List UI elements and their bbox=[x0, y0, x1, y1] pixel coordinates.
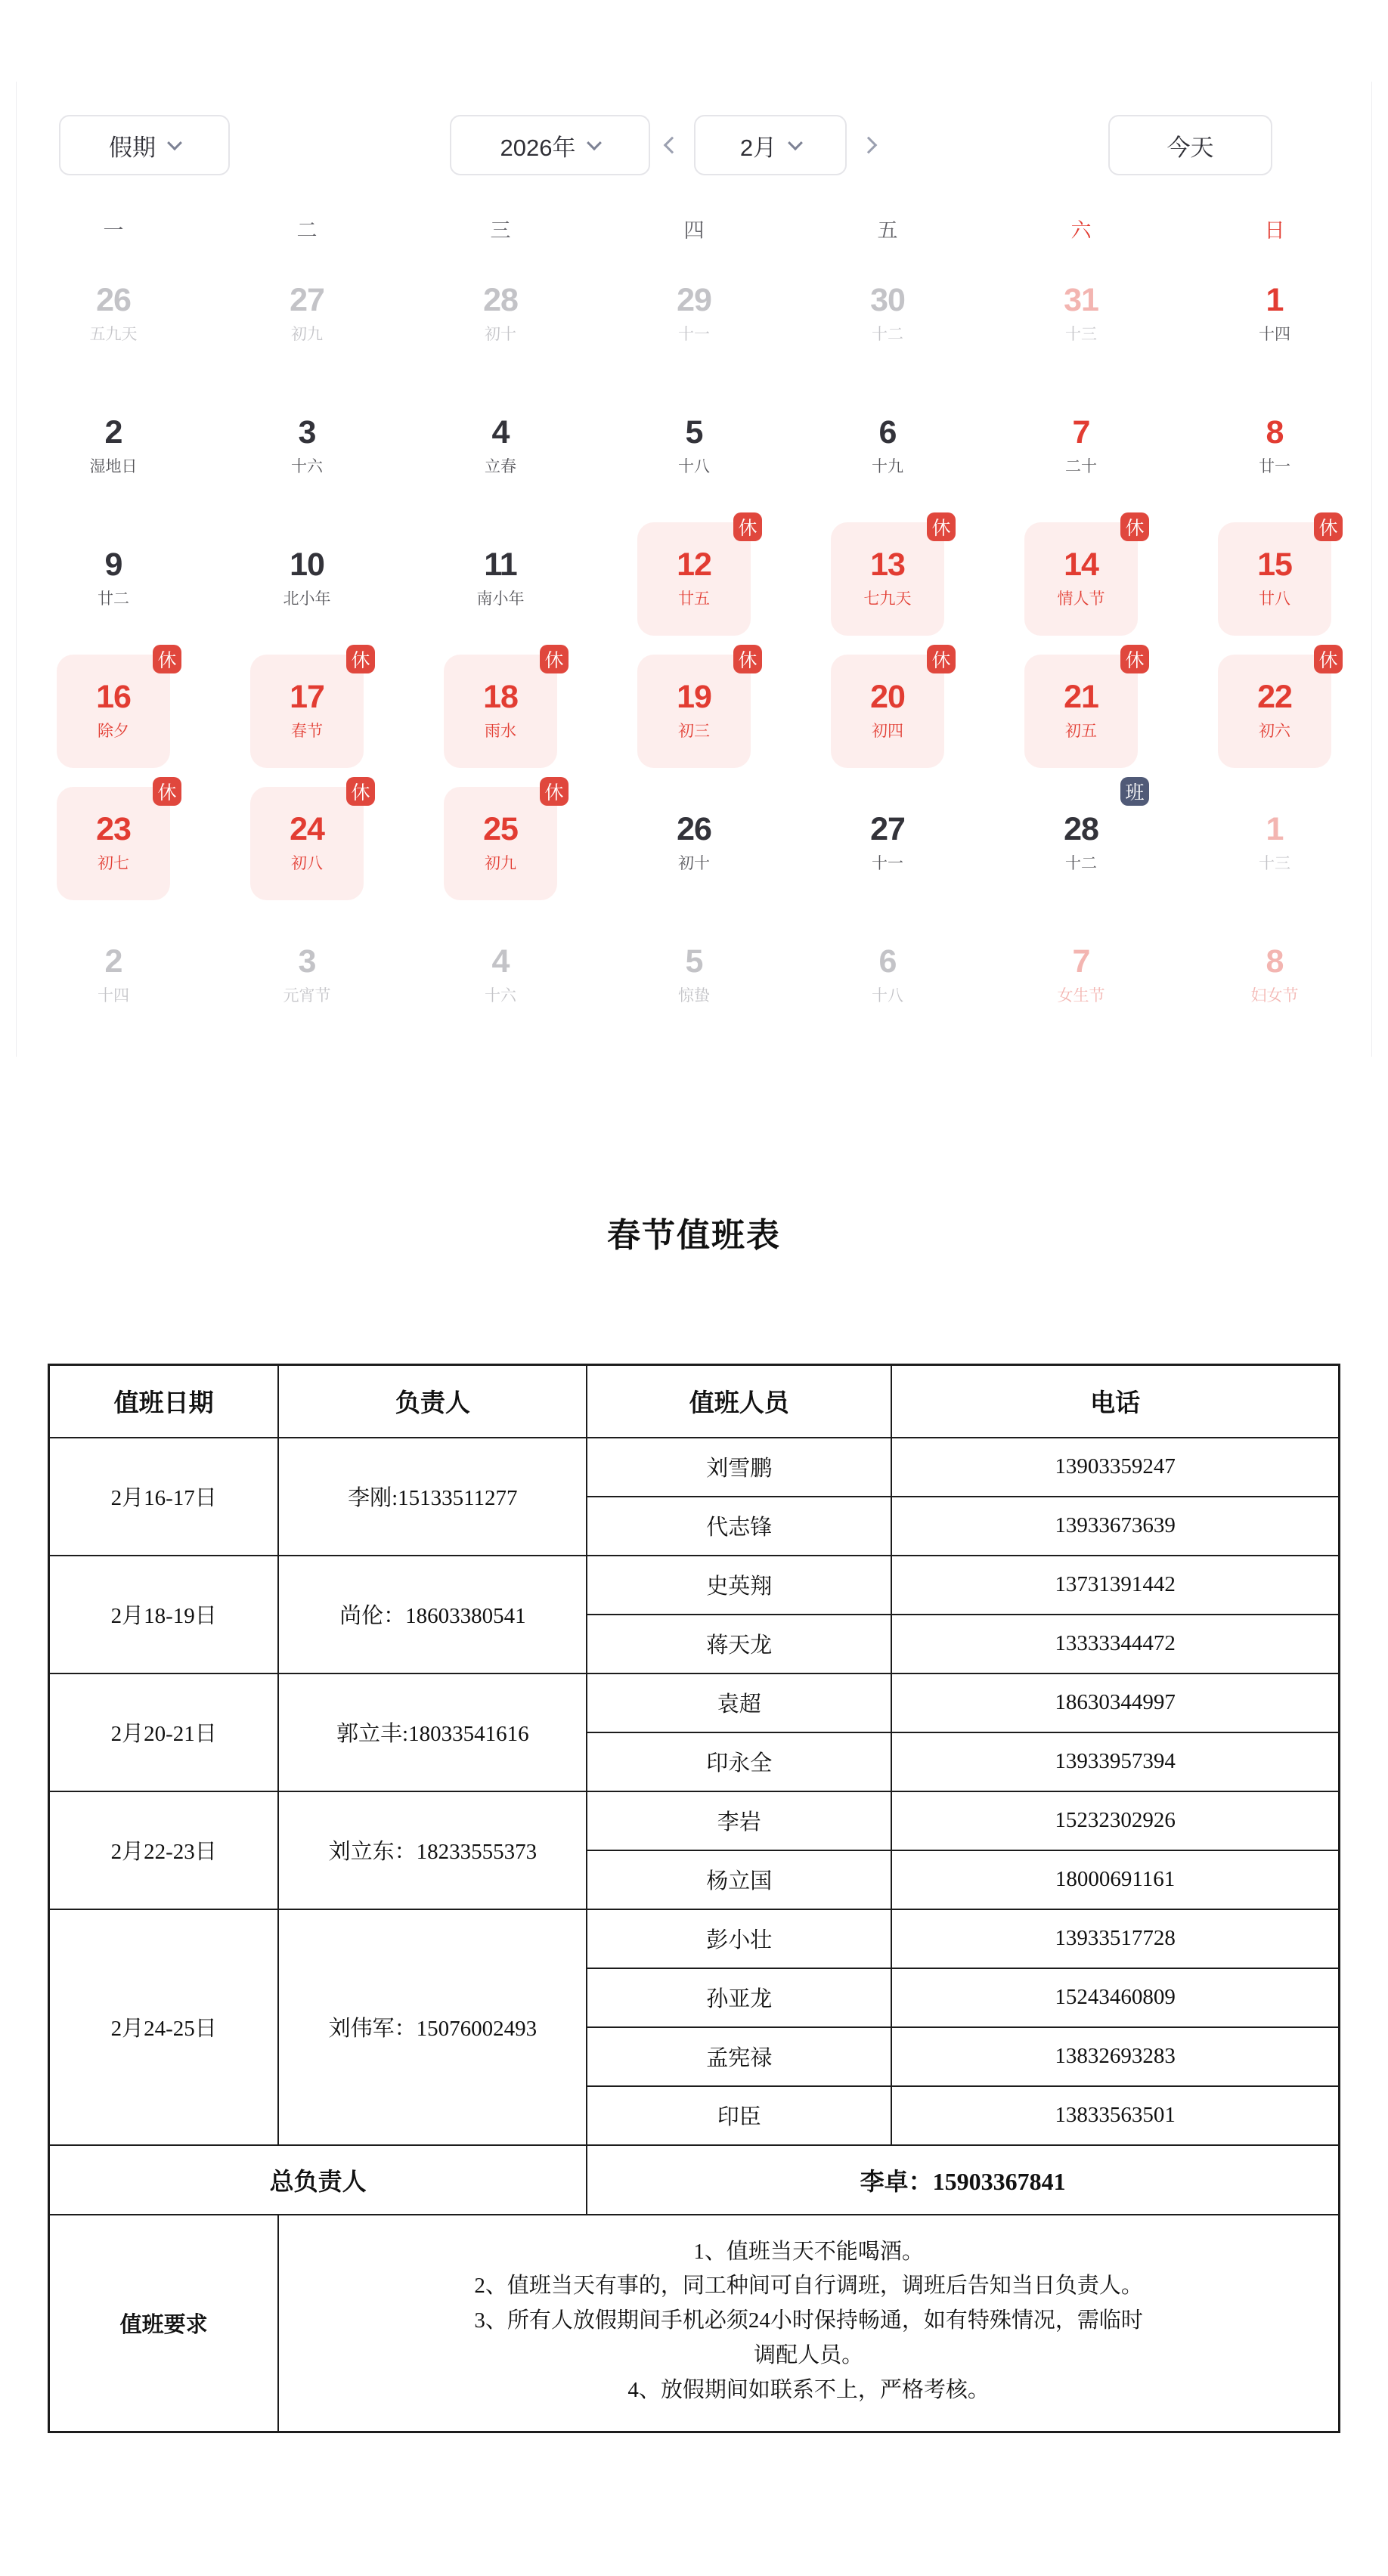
calendar-day[interactable] bbox=[791, 777, 984, 909]
rest-badge: 休 bbox=[346, 645, 375, 673]
day-label: 十一 bbox=[678, 326, 710, 344]
staff-name-cell: 李岩 bbox=[587, 1791, 891, 1850]
day-label: 初九 bbox=[485, 855, 516, 873]
roster-title: 春节值班表 bbox=[607, 1217, 781, 1254]
day-box bbox=[1024, 919, 1138, 1033]
calendar-day[interactable] bbox=[404, 645, 597, 777]
calendar-day[interactable] bbox=[210, 512, 404, 645]
day-label: 初五 bbox=[1065, 723, 1097, 741]
staff-name-cell: 代志锋 bbox=[587, 1497, 891, 1556]
day-box bbox=[831, 919, 944, 1033]
calendar-day[interactable] bbox=[1178, 777, 1371, 909]
day-number: 24 bbox=[290, 810, 324, 847]
day-box bbox=[637, 919, 751, 1033]
day-number: 15 bbox=[1257, 546, 1292, 583]
day-label: 十二 bbox=[872, 326, 903, 344]
day-box bbox=[637, 258, 751, 371]
chevron-left-icon bbox=[664, 137, 681, 154]
rest-badge: 休 bbox=[733, 645, 762, 673]
month-value: 2月 bbox=[739, 134, 777, 161]
staff-name-cell: 印臣 bbox=[587, 2086, 891, 2145]
day-label: 初四 bbox=[872, 723, 903, 741]
day-label: 惊蛰 bbox=[678, 987, 710, 1005]
day-label: 二十 bbox=[1065, 458, 1097, 476]
calendar-toolbar bbox=[17, 115, 1371, 175]
calendar-day[interactable] bbox=[597, 512, 791, 645]
day-box bbox=[57, 522, 170, 636]
day-number: 23 bbox=[96, 810, 131, 847]
duty-roster-table bbox=[48, 1364, 1340, 2433]
rest-badge: 休 bbox=[927, 645, 956, 673]
calendar-day[interactable] bbox=[210, 909, 404, 1042]
staff-name-cell: 杨立国 bbox=[587, 1850, 891, 1909]
roster-header-cell: 电话 bbox=[891, 1365, 1339, 1438]
staff-phone-cell: 13933673639 bbox=[891, 1497, 1339, 1556]
day-label: 雨水 bbox=[485, 723, 516, 741]
day-box bbox=[250, 919, 364, 1033]
day-box bbox=[57, 919, 170, 1033]
day-box bbox=[1218, 390, 1331, 503]
day-label: 除夕 bbox=[98, 723, 129, 741]
rest-badge: 休 bbox=[153, 777, 181, 806]
day-number: 25 bbox=[483, 810, 518, 847]
requirement-line: 4、放假期间如联系不上，严格考核。 bbox=[627, 2377, 990, 2402]
day-box bbox=[831, 258, 944, 371]
chevron-right-icon bbox=[860, 137, 878, 154]
calendar-day[interactable] bbox=[210, 248, 404, 380]
staff-phone-cell: 13933517728 bbox=[891, 1909, 1339, 1968]
calendar-day[interactable] bbox=[984, 777, 1178, 909]
day-number: 2 bbox=[104, 413, 122, 450]
calendar-day[interactable] bbox=[984, 645, 1178, 777]
day-number: 18 bbox=[483, 678, 518, 715]
day-box bbox=[57, 390, 170, 503]
day-box bbox=[444, 258, 557, 371]
calendar-day[interactable] bbox=[984, 512, 1178, 645]
day-number: 6 bbox=[878, 943, 897, 980]
day-box bbox=[1218, 919, 1331, 1033]
holiday-filter-dropdown[interactable] bbox=[59, 115, 230, 175]
staff-phone-cell: 13333344472 bbox=[891, 1615, 1339, 1673]
overall-leader-value: 李卓：15903367841 bbox=[587, 2145, 1339, 2215]
weekday-header-row bbox=[17, 209, 1371, 248]
calendar-day[interactable] bbox=[404, 909, 597, 1042]
day-label: 初六 bbox=[1259, 723, 1290, 741]
staff-phone-cell: 15243460809 bbox=[891, 1968, 1339, 2027]
calendar-day[interactable] bbox=[984, 380, 1178, 512]
staff-name-cell: 袁超 bbox=[587, 1673, 891, 1732]
day-number: 19 bbox=[677, 678, 711, 715]
day-box bbox=[1024, 517, 1145, 636]
calendar-day[interactable] bbox=[1178, 645, 1371, 777]
day-label: 女生节 bbox=[1057, 987, 1105, 1005]
day-label: 十二 bbox=[1065, 855, 1097, 873]
calendar-day[interactable] bbox=[791, 512, 984, 645]
duty-date-cell: 2月24-25日 bbox=[49, 1909, 279, 2145]
day-number: 11 bbox=[484, 546, 517, 583]
staff-name-cell: 孟宪禄 bbox=[587, 2027, 891, 2086]
day-number: 5 bbox=[685, 943, 703, 980]
day-number: 3 bbox=[298, 413, 316, 450]
day-box bbox=[637, 787, 751, 900]
day-number: 28 bbox=[483, 281, 518, 318]
day-box bbox=[637, 649, 758, 768]
day-number: 30 bbox=[870, 281, 905, 318]
roster-header-cell: 值班人员 bbox=[587, 1365, 891, 1438]
day-number: 27 bbox=[290, 281, 324, 318]
staff-phone-cell: 18000691161 bbox=[891, 1850, 1339, 1909]
year-select[interactable] bbox=[450, 115, 650, 175]
requirement-line: 调配人员。 bbox=[754, 2342, 864, 2367]
roster-staff-row bbox=[49, 1791, 1340, 1850]
day-box bbox=[444, 919, 557, 1033]
roster-header-cell: 值班日期 bbox=[49, 1365, 279, 1438]
rest-badge: 休 bbox=[927, 512, 956, 541]
day-number: 28 bbox=[1064, 810, 1098, 847]
requirement-line: 1、值班当天不能喝酒。 bbox=[693, 2239, 924, 2264]
day-label: 廿五 bbox=[678, 590, 710, 608]
rest-badge: 休 bbox=[733, 512, 762, 541]
day-label: 南小年 bbox=[476, 590, 525, 608]
prev-month-button[interactable] bbox=[650, 115, 694, 175]
day-label: 廿二 bbox=[98, 590, 129, 608]
day-box bbox=[250, 522, 364, 636]
day-number: 9 bbox=[104, 546, 122, 583]
calendar-day[interactable] bbox=[210, 645, 404, 777]
today-label: 今天 bbox=[1166, 134, 1214, 161]
day-label: 七九天 bbox=[863, 590, 912, 608]
day-label: 廿一 bbox=[1259, 458, 1290, 476]
calendar-day[interactable] bbox=[404, 512, 597, 645]
overall-leader-row bbox=[49, 2145, 1340, 2215]
day-label: 十八 bbox=[872, 987, 903, 1005]
staff-name-cell: 孙亚龙 bbox=[587, 1968, 891, 2027]
leader-cell: 李刚:15133511277 bbox=[278, 1438, 587, 1556]
chevron-down-icon bbox=[788, 135, 803, 150]
day-number: 1 bbox=[1266, 810, 1284, 847]
day-box bbox=[1024, 782, 1145, 900]
day-number: 7 bbox=[1072, 413, 1090, 450]
duty-date-cell: 2月22-23日 bbox=[49, 1791, 279, 1909]
day-label: 十三 bbox=[1259, 855, 1290, 873]
staff-phone-cell: 13731391442 bbox=[891, 1556, 1339, 1615]
calendar-day[interactable] bbox=[597, 248, 791, 380]
rest-badge: 休 bbox=[540, 777, 569, 806]
day-label: 初七 bbox=[98, 855, 129, 873]
day-box bbox=[637, 517, 758, 636]
staff-name-cell: 刘雪鹏 bbox=[587, 1438, 891, 1497]
staff-name-cell: 蒋天龙 bbox=[587, 1615, 891, 1673]
calendar-day[interactable] bbox=[984, 248, 1178, 380]
weekday-label: 六 bbox=[1070, 218, 1092, 242]
calendar-day[interactable] bbox=[1178, 380, 1371, 512]
day-label: 北小年 bbox=[283, 590, 331, 608]
next-month-button[interactable] bbox=[847, 115, 891, 175]
day-label: 初九 bbox=[291, 326, 323, 344]
leader-cell: 尚伦：18603380541 bbox=[278, 1556, 587, 1673]
duty-date-cell: 2月16-17日 bbox=[49, 1438, 279, 1556]
day-label: 十九 bbox=[872, 458, 903, 476]
day-number: 5 bbox=[685, 413, 703, 450]
date-navigation bbox=[450, 115, 891, 175]
calendar-day[interactable] bbox=[597, 645, 791, 777]
day-number: 27 bbox=[870, 810, 905, 847]
rest-badge: 休 bbox=[346, 777, 375, 806]
staff-name-cell: 史英翔 bbox=[587, 1556, 891, 1615]
day-label: 十六 bbox=[291, 458, 323, 476]
roster-staff-row bbox=[49, 1438, 1340, 1497]
day-number: 1 bbox=[1266, 281, 1284, 318]
staff-phone-cell: 13933957394 bbox=[891, 1732, 1339, 1791]
requirement-line: 2、值班当天有事的，同工种间可自行调班，调班后告知当日负责人。 bbox=[474, 2274, 1143, 2299]
requirements-row bbox=[49, 2215, 1340, 2432]
staff-name-cell: 印永全 bbox=[587, 1732, 891, 1791]
day-label: 初八 bbox=[291, 855, 323, 873]
work-badge: 班 bbox=[1120, 777, 1149, 806]
staff-phone-cell: 13833563501 bbox=[891, 2086, 1339, 2145]
calendar-day[interactable] bbox=[597, 380, 791, 512]
day-box bbox=[57, 258, 170, 371]
day-box bbox=[57, 649, 177, 768]
calendar-day[interactable] bbox=[17, 909, 210, 1042]
day-label: 初三 bbox=[678, 723, 710, 741]
day-number: 29 bbox=[677, 281, 711, 318]
calendar-day[interactable] bbox=[791, 645, 984, 777]
roster-header-row bbox=[49, 1365, 1340, 1438]
chevron-down-icon bbox=[587, 135, 603, 150]
day-label: 初十 bbox=[678, 855, 710, 873]
overall-leader-label: 总负责人 bbox=[49, 2145, 587, 2215]
today-button[interactable] bbox=[1108, 115, 1272, 175]
day-box bbox=[444, 649, 564, 768]
duty-date-cell: 2月18-19日 bbox=[49, 1556, 279, 1673]
day-box bbox=[57, 782, 177, 900]
day-number: 12 bbox=[677, 546, 711, 583]
staff-phone-cell: 18630344997 bbox=[891, 1673, 1339, 1732]
day-label: 十六 bbox=[485, 987, 516, 1005]
day-label: 十一 bbox=[872, 855, 903, 873]
calendar-day[interactable] bbox=[404, 777, 597, 909]
leader-cell: 刘伟军：15076002493 bbox=[278, 1909, 587, 2145]
roster-header-cell: 负责人 bbox=[278, 1365, 587, 1438]
weekday-label: 日 bbox=[1264, 218, 1285, 242]
day-label: 湿地日 bbox=[89, 458, 138, 476]
calendar-day[interactable] bbox=[791, 380, 984, 512]
rest-badge: 休 bbox=[1120, 645, 1149, 673]
weekday-label: 三 bbox=[490, 218, 511, 242]
roster-staff-row bbox=[49, 1673, 1340, 1732]
weekday-label: 五 bbox=[877, 218, 898, 242]
day-box bbox=[250, 258, 364, 371]
rest-badge: 休 bbox=[1314, 645, 1343, 673]
day-box bbox=[444, 782, 564, 900]
roster-body bbox=[49, 1365, 1340, 2432]
day-box bbox=[250, 782, 370, 900]
calendar-day[interactable] bbox=[210, 777, 404, 909]
calendar-day[interactable] bbox=[791, 909, 984, 1042]
day-number: 17 bbox=[290, 678, 324, 715]
day-number: 22 bbox=[1257, 678, 1292, 715]
rest-badge: 休 bbox=[540, 645, 569, 673]
calendar-day[interactable] bbox=[984, 909, 1178, 1042]
day-number: 6 bbox=[878, 413, 897, 450]
leader-cell: 郭立丰:18033541616 bbox=[278, 1673, 587, 1791]
day-box bbox=[831, 390, 944, 503]
calendar-day[interactable] bbox=[17, 777, 210, 909]
day-box bbox=[831, 649, 951, 768]
roster-staff-row bbox=[49, 1909, 1340, 1968]
calendar-days-grid bbox=[17, 248, 1371, 1042]
calendar-day[interactable] bbox=[1178, 512, 1371, 645]
calendar-day[interactable] bbox=[1178, 248, 1371, 380]
day-box bbox=[1024, 649, 1145, 768]
day-number: 8 bbox=[1266, 943, 1284, 980]
day-box bbox=[1218, 787, 1331, 900]
month-select[interactable] bbox=[694, 115, 847, 175]
leader-cell: 刘立东：18233555373 bbox=[278, 1791, 587, 1909]
roster-staff-row bbox=[49, 1556, 1340, 1615]
day-label: 立春 bbox=[485, 458, 516, 476]
day-number: 31 bbox=[1064, 281, 1098, 318]
day-number: 20 bbox=[870, 678, 905, 715]
day-box bbox=[250, 649, 370, 768]
holiday-filter-label: 假期 bbox=[109, 134, 156, 161]
day-box bbox=[1218, 258, 1331, 371]
weekday-label: 四 bbox=[683, 218, 705, 242]
calendar-day[interactable] bbox=[17, 512, 210, 645]
day-number: 16 bbox=[96, 678, 131, 715]
staff-phone-cell: 13903359247 bbox=[891, 1438, 1339, 1497]
day-label: 廿八 bbox=[1259, 590, 1290, 608]
day-box bbox=[1218, 517, 1338, 636]
day-label: 春节 bbox=[291, 723, 323, 741]
requirements-text bbox=[278, 2215, 1339, 2432]
day-box bbox=[250, 390, 364, 503]
day-label: 十四 bbox=[98, 987, 129, 1005]
rest-badge: 休 bbox=[1120, 512, 1149, 541]
day-box bbox=[1024, 258, 1138, 371]
calendar-day[interactable] bbox=[597, 777, 791, 909]
calendar-day[interactable] bbox=[17, 645, 210, 777]
weekday-label: 二 bbox=[296, 218, 318, 242]
calendar-day[interactable] bbox=[17, 380, 210, 512]
year-value: 2026年 bbox=[500, 134, 576, 161]
calendar-day[interactable] bbox=[791, 248, 984, 380]
day-number: 2 bbox=[104, 943, 122, 980]
day-label: 十三 bbox=[1065, 326, 1097, 344]
rest-badge: 休 bbox=[1314, 512, 1343, 541]
day-label: 妇女节 bbox=[1250, 987, 1299, 1005]
day-number: 26 bbox=[96, 281, 131, 318]
day-box bbox=[831, 787, 944, 900]
calendar-day[interactable] bbox=[404, 380, 597, 512]
staff-phone-cell: 13832693283 bbox=[891, 2027, 1339, 2086]
day-label: 元宵节 bbox=[283, 987, 331, 1005]
calendar-day[interactable] bbox=[597, 909, 791, 1042]
duty-date-cell: 2月20-21日 bbox=[49, 1673, 279, 1791]
chevron-down-icon bbox=[167, 135, 182, 150]
day-number: 7 bbox=[1072, 943, 1090, 980]
calendar-day[interactable] bbox=[1178, 909, 1371, 1042]
day-box bbox=[831, 517, 951, 636]
day-box bbox=[637, 390, 751, 503]
day-box bbox=[1218, 649, 1338, 768]
day-label: 十四 bbox=[1259, 326, 1290, 344]
day-number: 8 bbox=[1266, 413, 1284, 450]
day-label: 初十 bbox=[485, 326, 516, 344]
rest-badge: 休 bbox=[153, 645, 181, 673]
day-number: 4 bbox=[491, 943, 510, 980]
requirement-line: 3、所有人放假期间手机必须24小时保持畅通，如有特殊情况，需临时 bbox=[474, 2308, 1143, 2333]
day-number: 14 bbox=[1064, 546, 1098, 583]
day-number: 3 bbox=[298, 943, 316, 980]
staff-phone-cell: 15232302926 bbox=[891, 1791, 1339, 1850]
day-box bbox=[444, 522, 557, 636]
day-label: 五九天 bbox=[89, 326, 138, 344]
day-label: 情人节 bbox=[1057, 590, 1105, 608]
calendar-day[interactable] bbox=[17, 248, 210, 380]
day-number: 21 bbox=[1064, 678, 1098, 715]
day-number: 13 bbox=[870, 546, 905, 583]
day-box bbox=[444, 390, 557, 503]
calendar-day[interactable] bbox=[210, 380, 404, 512]
day-number: 10 bbox=[290, 546, 324, 583]
day-number: 4 bbox=[491, 413, 510, 450]
day-label: 十八 bbox=[678, 458, 710, 476]
calendar-panel bbox=[16, 82, 1372, 1057]
calendar-day[interactable] bbox=[404, 248, 597, 380]
day-box bbox=[1024, 390, 1138, 503]
weekday-label: 一 bbox=[103, 218, 124, 242]
requirements-label: 值班要求 bbox=[49, 2215, 279, 2432]
day-number: 26 bbox=[677, 810, 711, 847]
staff-name-cell: 彭小壮 bbox=[587, 1909, 891, 1968]
